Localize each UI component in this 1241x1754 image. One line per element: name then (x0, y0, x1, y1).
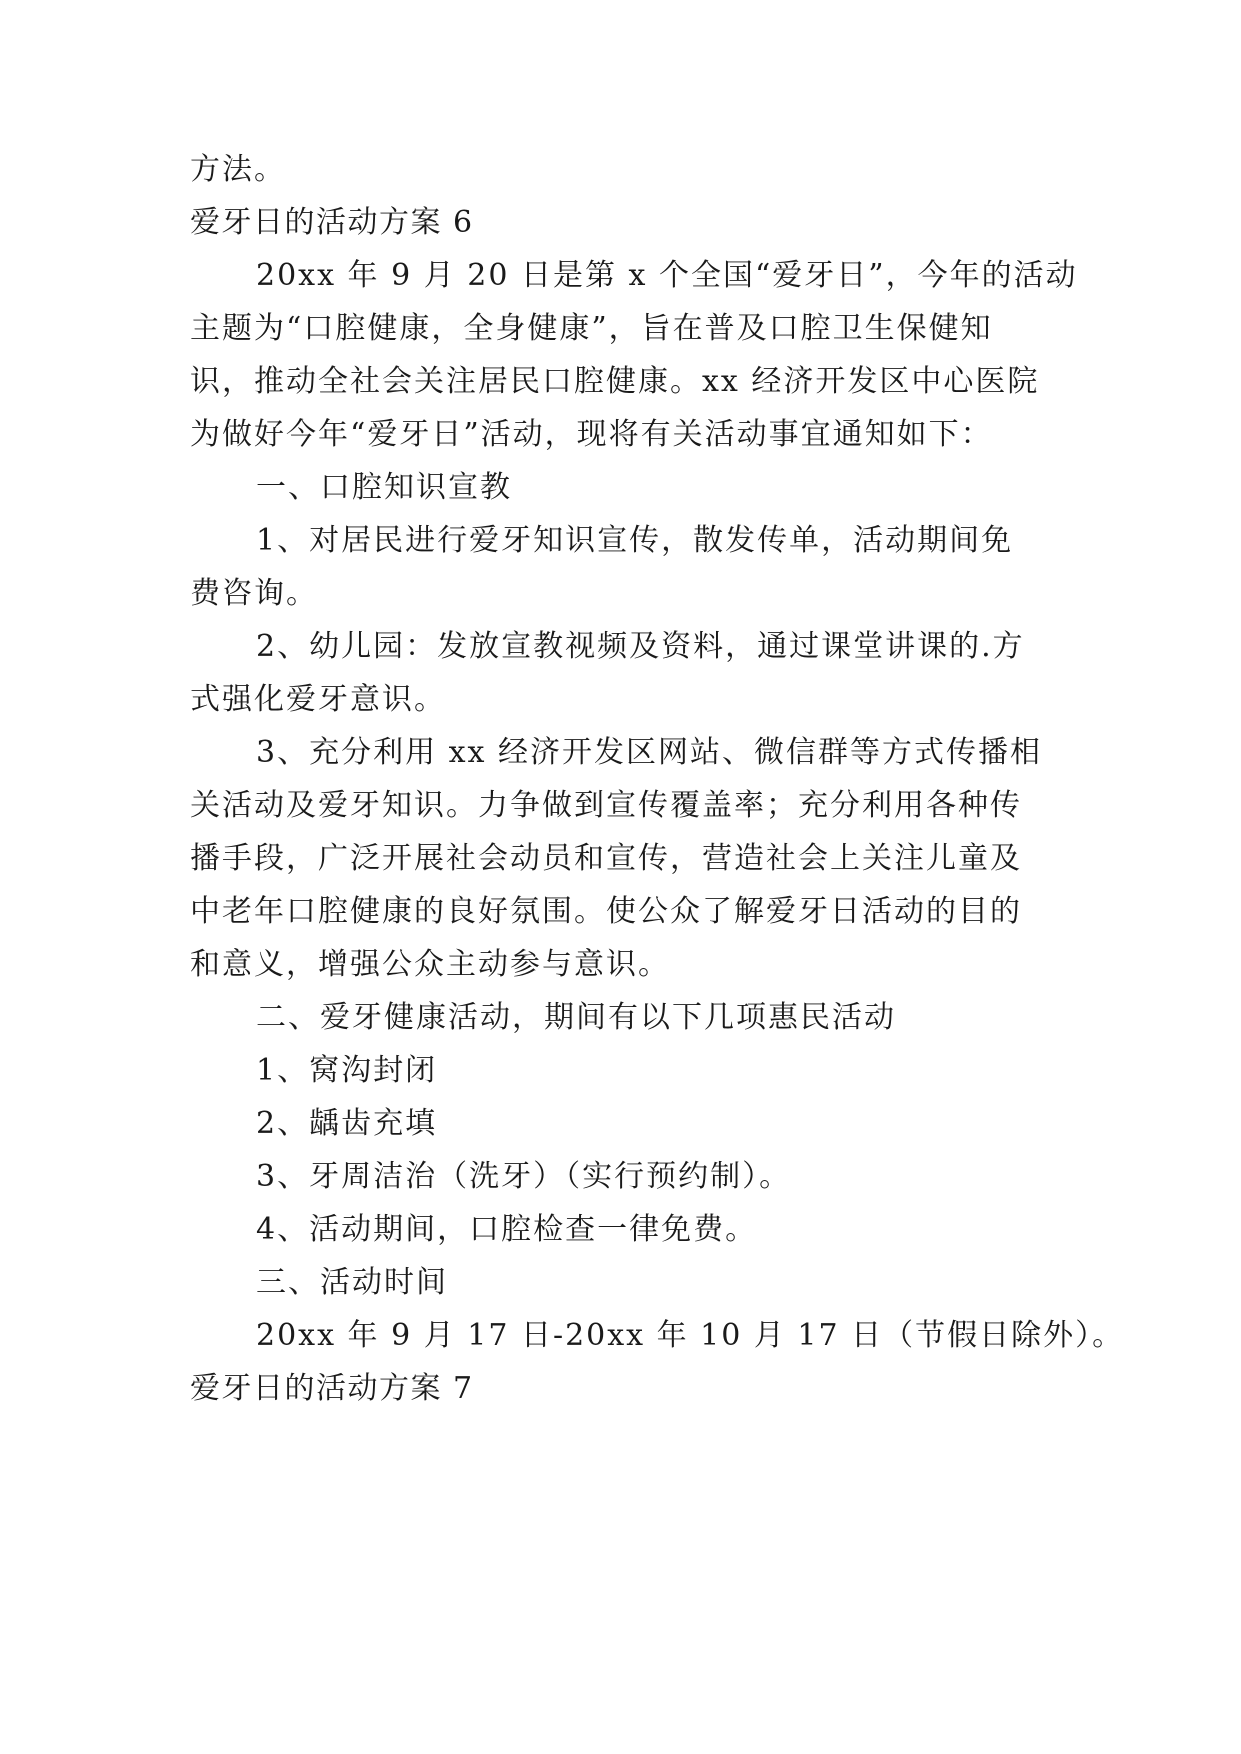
activity-time-range: 20xx 年 9 月 17 日-20xx 年 10 月 17 日（节假日除外）。 (256, 1318, 1125, 1353)
section-title-plan-7: 爱牙日的活动方案 7 (190, 1371, 474, 1406)
subheading-time: 三、活动时间 (256, 1265, 448, 1300)
subheading-education: 一、口腔知识宣教 (256, 470, 512, 505)
paragraph-tail: 方法。 (190, 152, 286, 187)
subheading-activities: 二、爱牙健康活动，期间有以下几项惠民活动 (256, 1000, 896, 1035)
intro-paragraph-line-3: 识，推动全社会关注居民口腔健康。xx 经济开发区中心医院 (190, 364, 1040, 399)
item-2-line-1: 2、幼儿园：发放宣教视频及资料，通过课堂讲课的.方 (256, 629, 1025, 664)
item-1-line-1: 1、对居民进行爱牙知识宣传，散发传单，活动期间免 (256, 523, 1014, 558)
item-3-line-3: 播手段，广泛开展社会动员和宣传，营造社会上关注儿童及 (190, 841, 1022, 876)
activity-item-1: 1、窝沟封闭 (256, 1053, 438, 1088)
activity-item-2: 2、龋齿充填 (256, 1106, 438, 1141)
intro-paragraph-line-2: 主题为“口腔健康，全身健康”，旨在普及口腔卫生保健知 (190, 311, 993, 346)
intro-paragraph-line-4: 为做好今年“爱牙日”活动，现将有关活动事宜通知如下： (190, 417, 993, 452)
activity-item-3: 3、牙周洁治（洗牙）（实行预约制）。 (256, 1159, 792, 1194)
activity-item-4: 4、活动期间，口腔检查一律免费。 (256, 1212, 758, 1247)
item-3-line-5: 和意义，增强公众主动参与意识。 (190, 947, 670, 982)
section-title-plan-6: 爱牙日的活动方案 6 (190, 205, 474, 240)
item-3-line-2: 关活动及爱牙知识。力争做到宣传覆盖率；充分利用各种传 (190, 788, 1022, 823)
intro-paragraph-line-1: 20xx 年 9 月 20 日是第 x 个全国“爱牙日”，今年的活动 (256, 258, 1078, 293)
item-3-line-4: 中老年口腔健康的良好氛围。使公众了解爱牙日活动的目的 (190, 894, 1022, 929)
item-2-line-2: 式强化爱牙意识。 (190, 682, 446, 717)
item-1-line-2: 费咨询。 (190, 576, 318, 611)
item-3-line-1: 3、充分利用 xx 经济开发区网站、微信群等方式传播相 (256, 735, 1042, 770)
